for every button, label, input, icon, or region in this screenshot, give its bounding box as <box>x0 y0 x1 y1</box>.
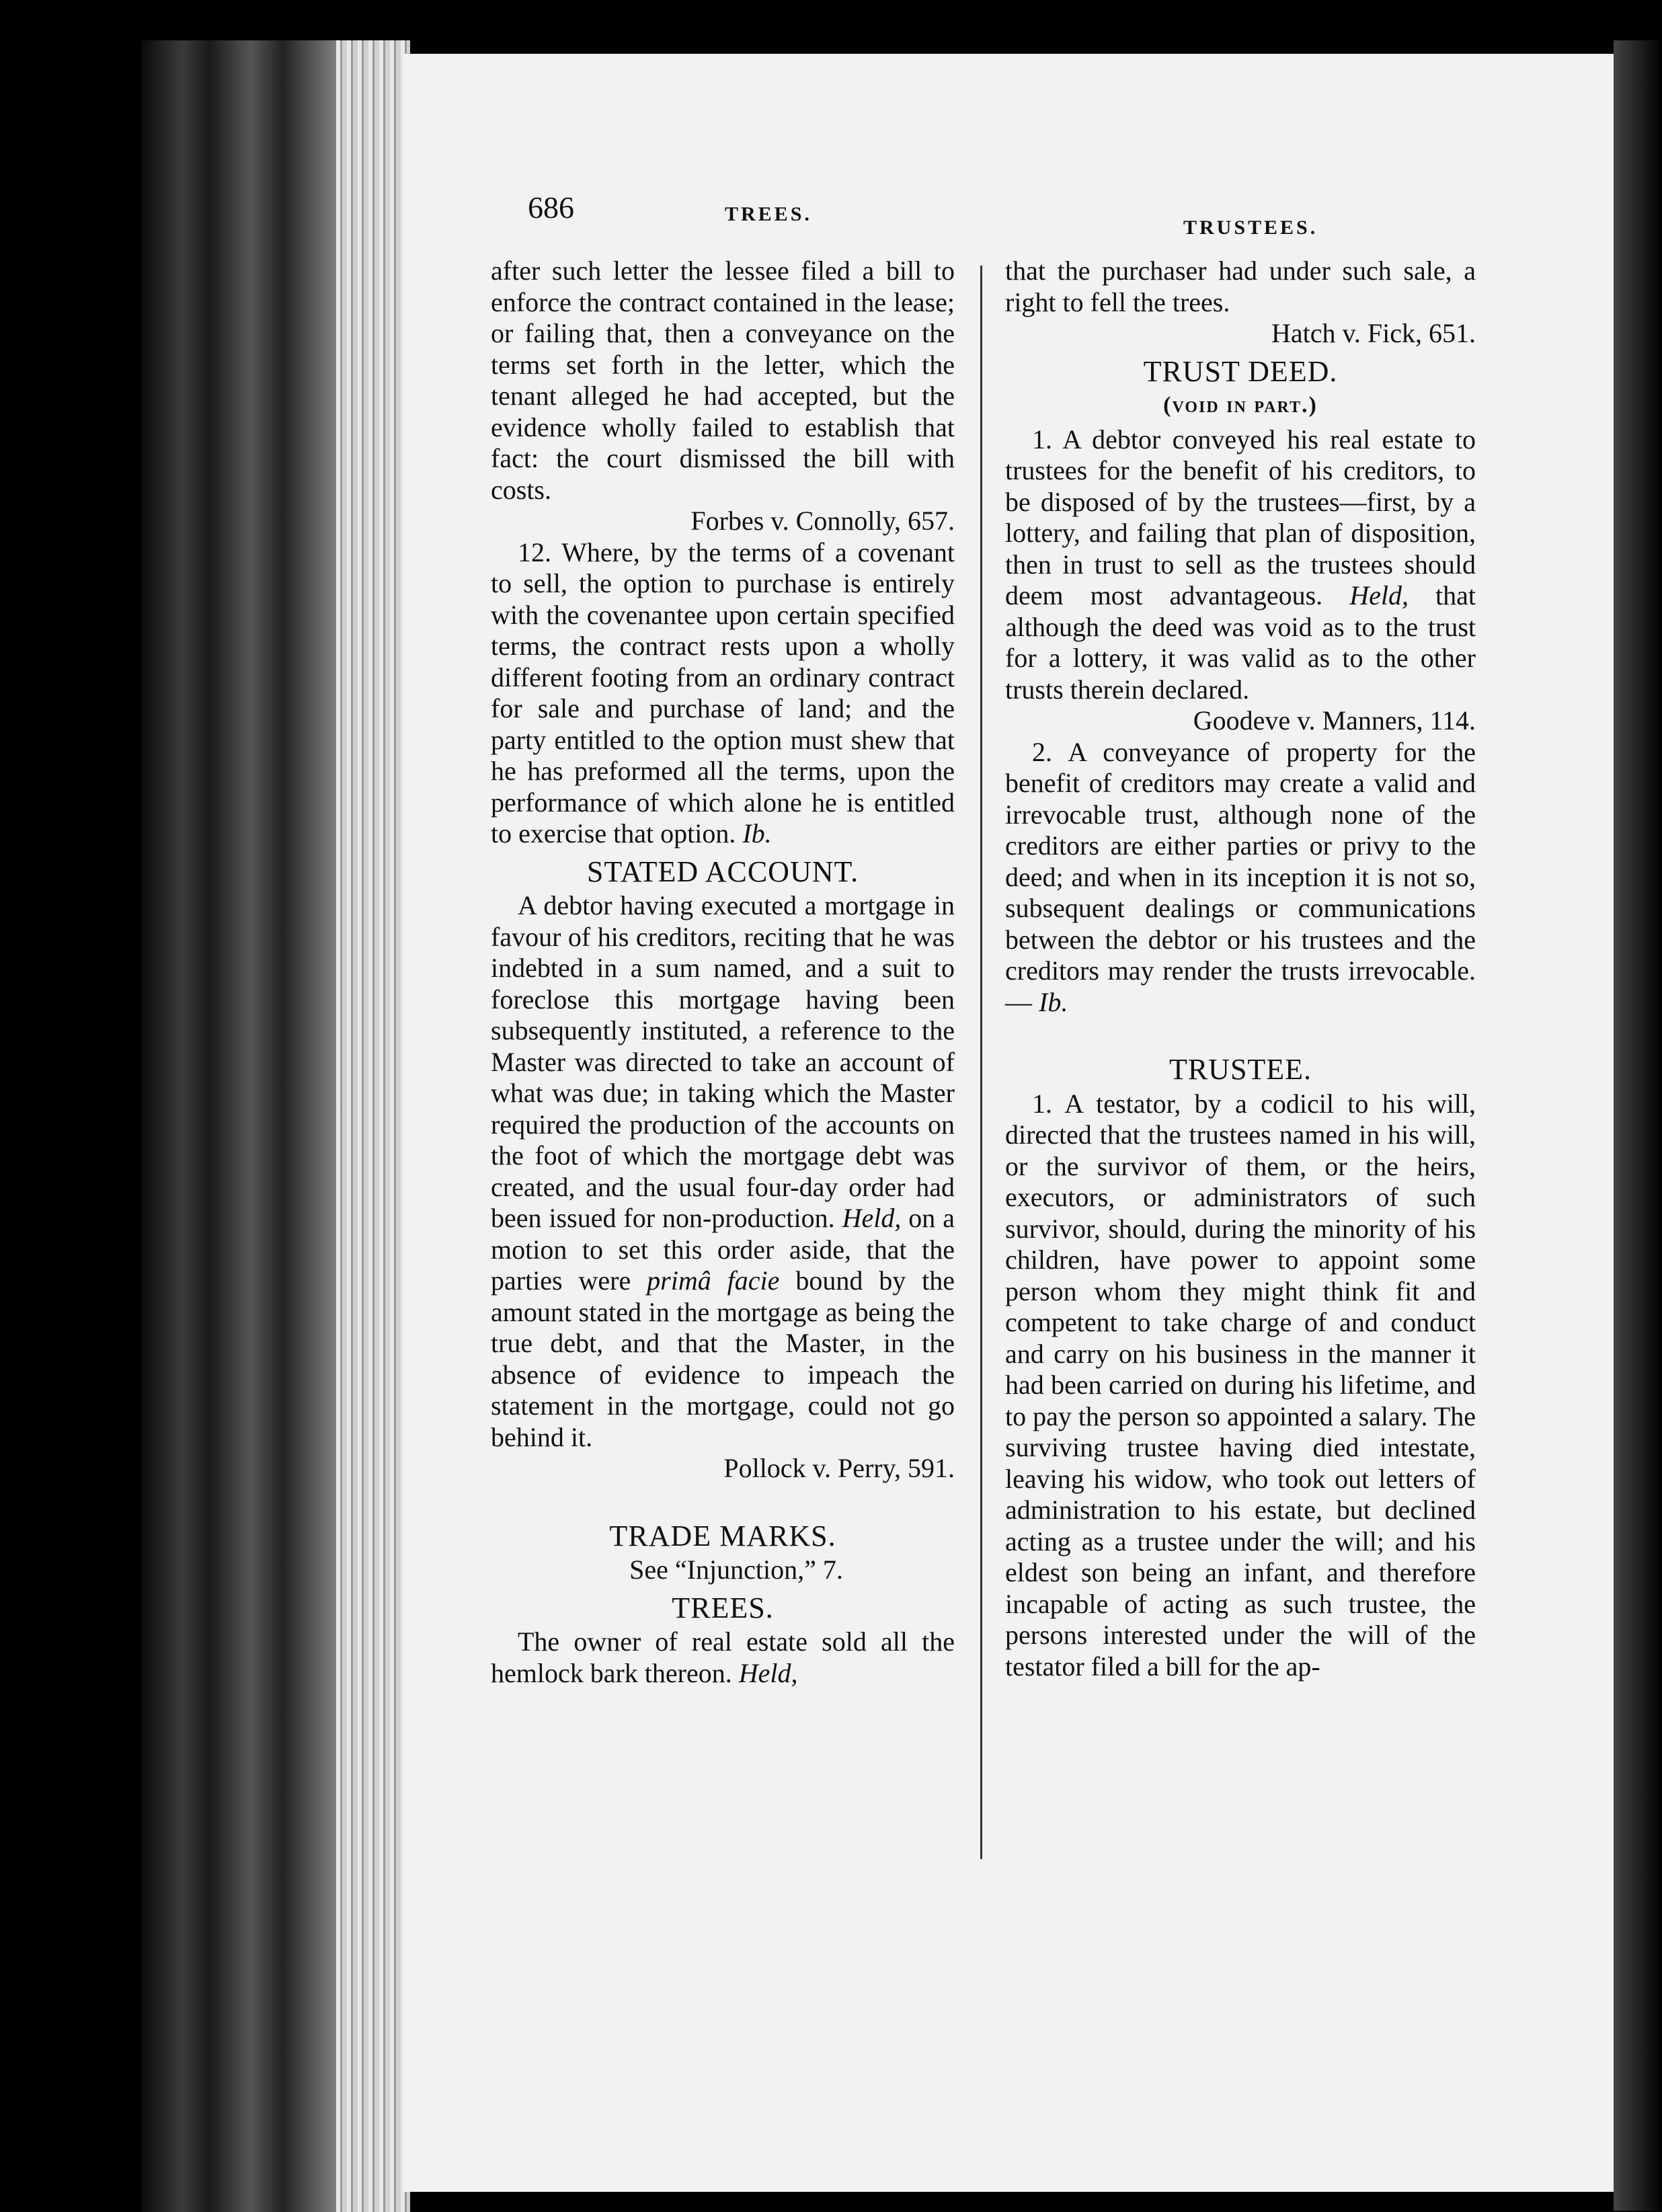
cross-reference: See “Injunction,” 7. <box>629 1554 843 1585</box>
section-heading: TRUSTEE. <box>1169 1053 1312 1086</box>
ibid-reference: Ib. <box>742 818 772 848</box>
book-spine <box>141 40 370 2212</box>
right-column <box>1005 255 1476 1682</box>
left-column <box>491 255 955 1689</box>
page-edges <box>336 40 410 2212</box>
section-heading: TRUST DEED. <box>1143 354 1338 388</box>
case-citation: Hatch v. Fick, 651. <box>1271 318 1476 348</box>
case-citation: Pollock v. Perry, 591. <box>723 1453 955 1483</box>
running-head-right: TRUSTEES. <box>1183 216 1318 239</box>
case-citation: Forbes v. Connolly, 657. <box>690 506 955 536</box>
page-number: 686 <box>528 190 574 225</box>
running-head-left: TREES. <box>725 203 812 225</box>
paragraph: 12. Where, by the terms of a covenant to sell, the option to purchase is entirely with the covenantee upon certain specified terms, the contract rests upon a wholly different footing from an ordinary contract for sale and purchase of land; and the party entitled to the option must shew that he has preformed all the terms, upon the performance of which alone he is entitled to exercise that option. Ib. <box>491 537 955 848</box>
paragraph: that the purchaser had under such sale, a right to fell the trees. <box>1005 255 1476 317</box>
paragraph: 2. A conveyance of property for the benefit of creditors may create a valid and irrevocable trust, although none of the creditors are either parties or privy to the deed; and when in its inception it is not so, subsequent dealings or communications between the debtor or his trustees and the creditors may render the trusts irrevocable.— Ib. <box>1005 736 1476 1017</box>
paragraph: after such letter the lessee filed a bill to enforce the contract contained in the lease; or failing that, then a conveyance on the terms set forth in the letter, which the tenant alleged he had accepted, but the evidence wholly failed to establish that fact: the court dismissed the bill with costs. <box>491 255 955 505</box>
page-shadow <box>1614 40 1662 2211</box>
paragraph: 1. A testator, by a codicil to his will, directed that the trustees named in his will, or the survivor of them, or the heirs, executors, or administrators of such survivor, should, during the minority of his children, have power to appoint some person whom they might think fit and competent to take charge of and conduct and carry on his business in the manner it had been carried on during his lifetime, and to pay the person so appointed a salary. The surviving trustee having died intestate, leaving his widow, who took out letters of administration to his estate, but declined acting as a trustee under the will; and his eldest son being an infant, and therefore incapable of acting as such trustee, the persons interested under the will of the testator filed a bill for the ap- <box>1005 1088 1476 1682</box>
paragraph: A debtor having executed a mortgage in favour of his creditors, reciting that he was indebted in a sum named, and a suit to foreclose this mortgage having been subsequently instituted, a reference to the Master was directed to take an account of what was due; in taking which the Master required the production of the accounts on the foot of which the mortgage debt was created, and the usual four-day order had been issued for non-production. Held, on a motion to set this order aside, that the parties were primâ facie bound by the amount stated in the mortgage as being the true debt, and that the Master, in the absence of evidence to impeach the statement in the mortgage, could not go behind it. <box>491 890 955 1452</box>
section-subheading: (void in part.) <box>1163 393 1318 418</box>
paragraph: The owner of real estate sold all the hemlock bark thereon. Held, <box>491 1626 955 1688</box>
section-heading: STATED ACCOUNT. <box>586 855 859 888</box>
paragraph: 1. A debtor conveyed his real estate to trustees for the benefit of his creditors, to be disposed of by the trustees—first, by a lottery, and failing that plan of disposition, then in trust to sell as the trustees should deem most advantageous. Held, that although the deed was void as to the trust for a lottery, it was valid as to the other trusts therein declared. <box>1005 424 1476 705</box>
column-divider <box>980 266 982 1859</box>
section-heading: TREES. <box>672 1591 774 1624</box>
section-heading: TRADE MARKS. <box>609 1519 836 1552</box>
case-citation: Goodeve v. Manners, 114. <box>1193 705 1476 736</box>
